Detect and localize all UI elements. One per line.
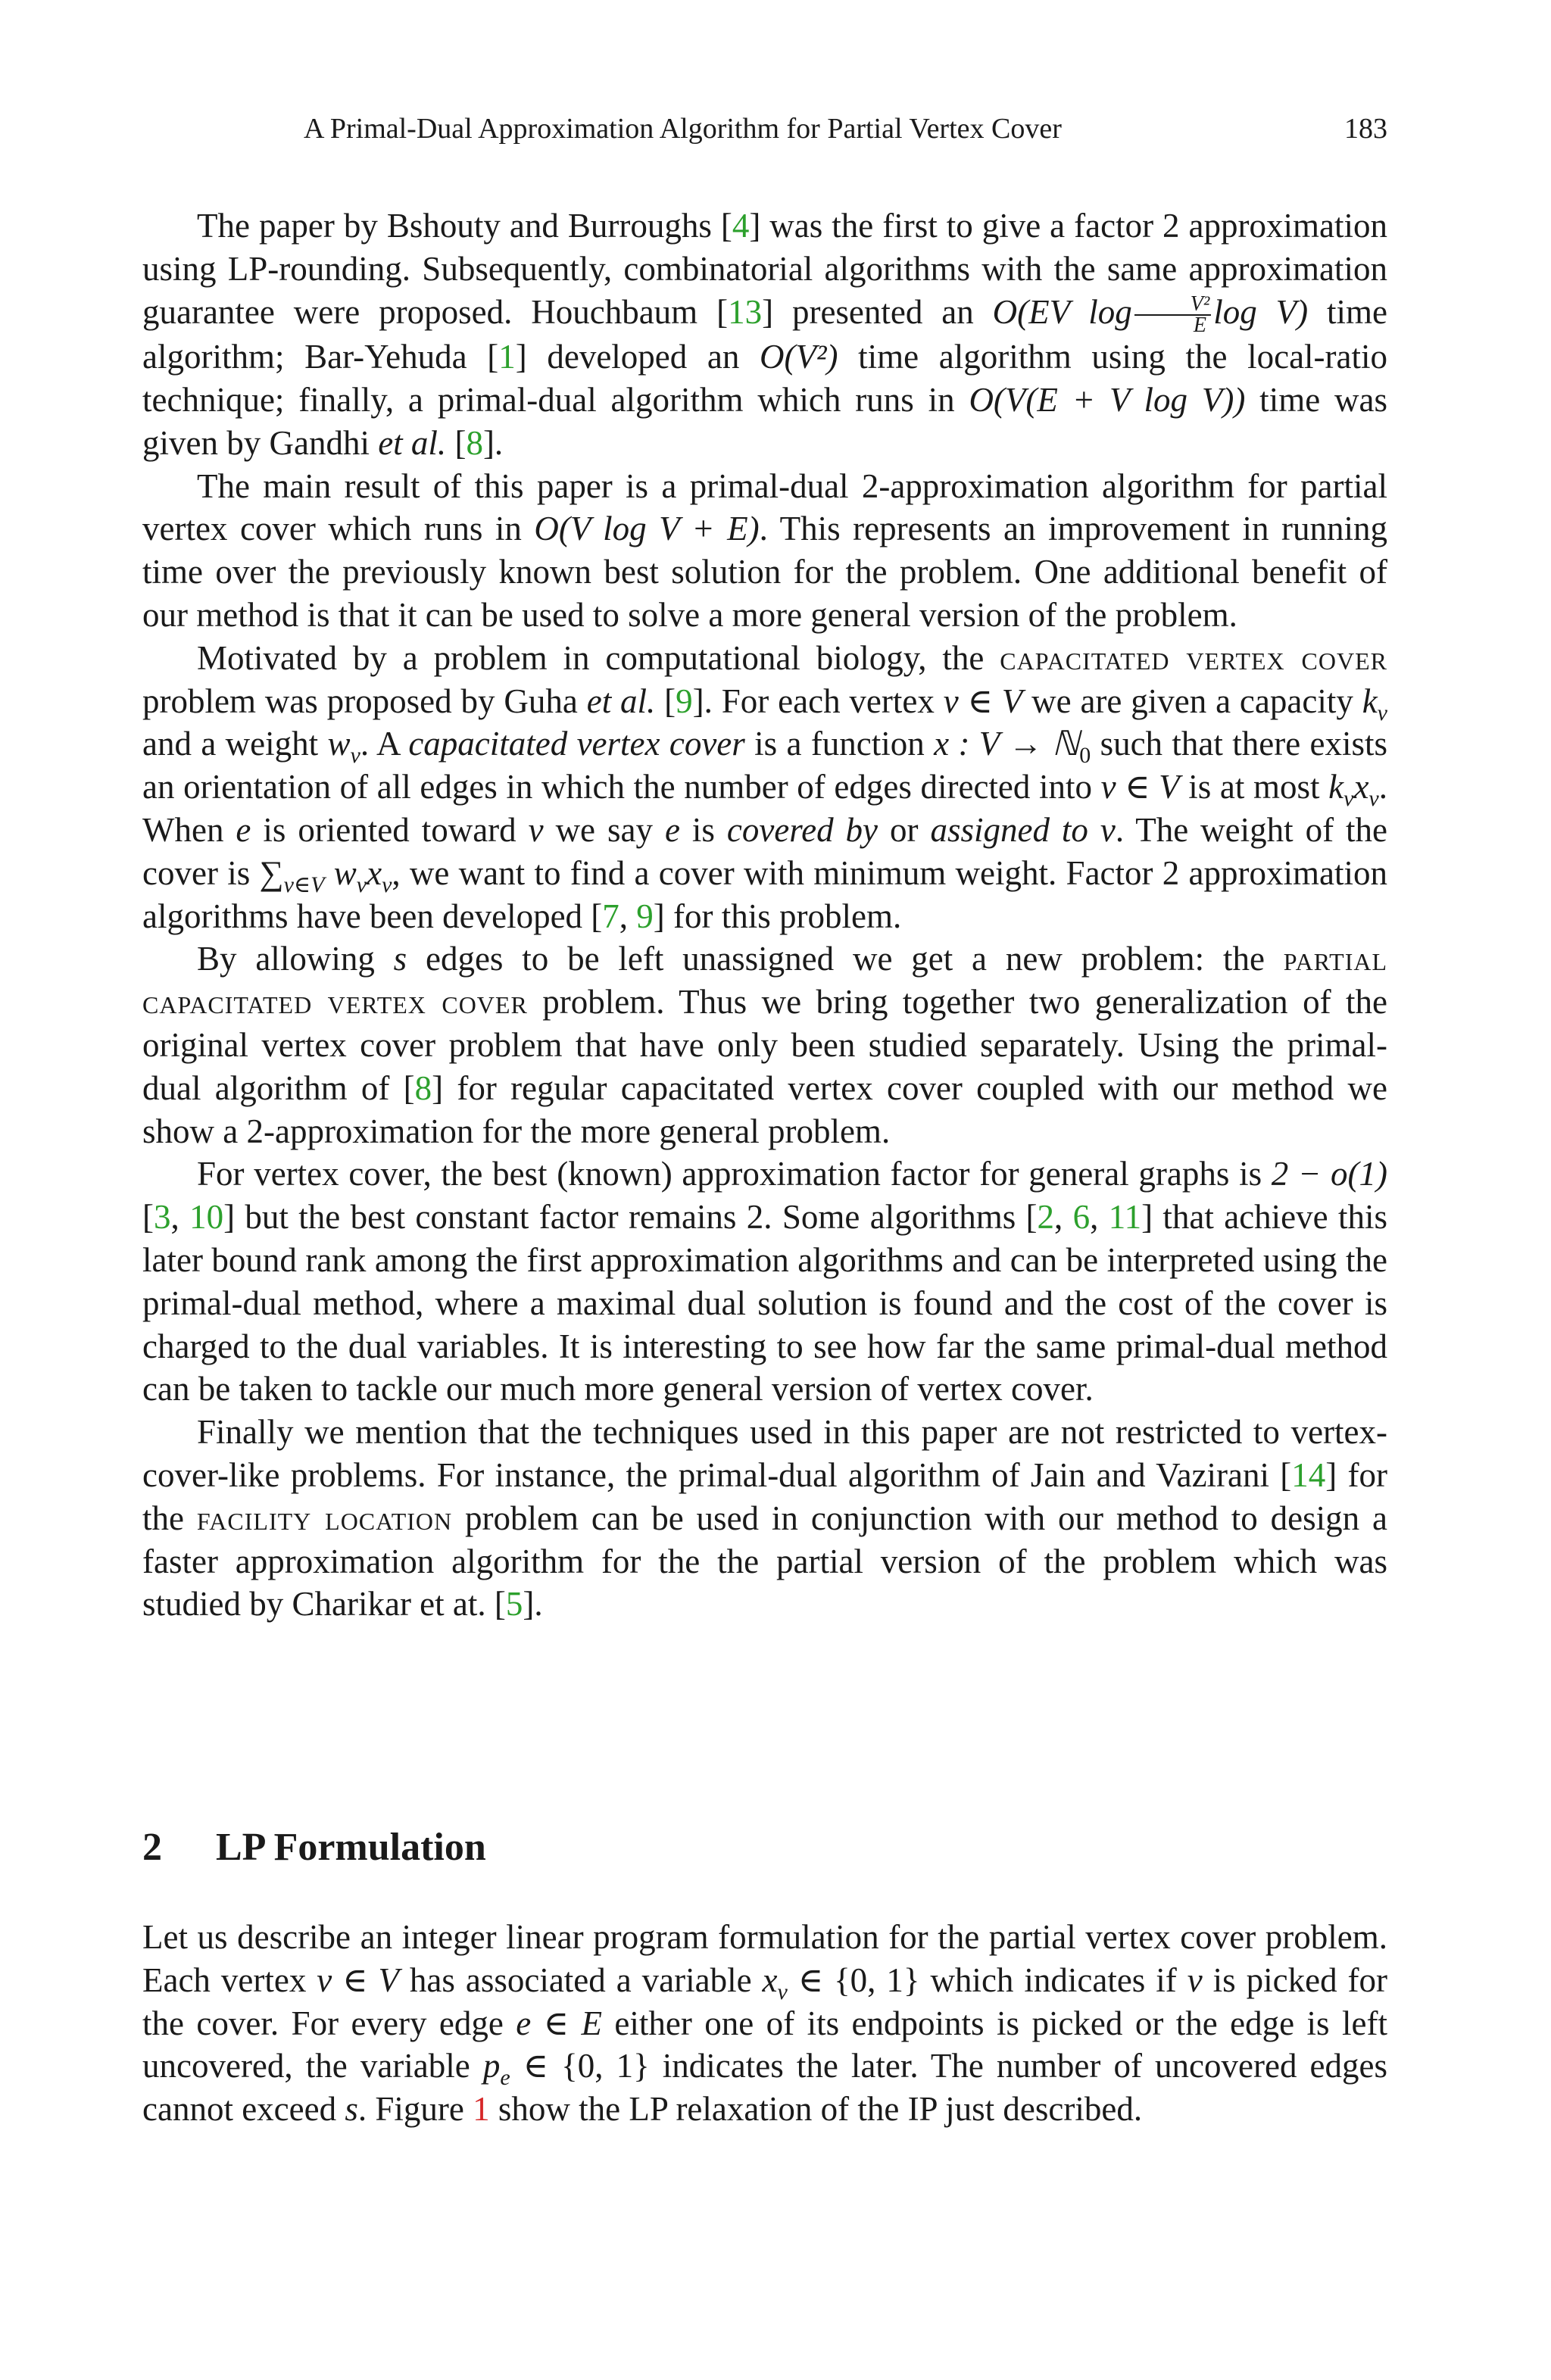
math-subscript: e — [500, 2065, 510, 2091]
text: time algorithm using the local-ratio technique; finally, a primal-dual algorithm which runs in — [142, 338, 1388, 420]
figure-link[interactable]: 1 — [473, 2090, 490, 2129]
section-title: LP Formulation — [216, 1826, 486, 1869]
text: Let us describe an integer linear program formulation for the partial vertex cover problem. Each vertex — [142, 1918, 1387, 1999]
et-al: et al. — [378, 423, 447, 462]
emphasis: covered by — [726, 811, 878, 850]
text: , — [170, 1198, 190, 1237]
text: problem can be used in conjunction with our method to design a faster approximation algorithm for the the partial version of the problem which was studied by Charikar et at. [ — [142, 1499, 1388, 1624]
paragraph-vertex-cover-factor — [142, 1153, 1387, 1411]
text: , — [1090, 1198, 1109, 1237]
citation-link[interactable]: 14 — [1291, 1455, 1326, 1494]
math-expression: x : V → ℕ — [934, 725, 1080, 763]
text — [1088, 811, 1100, 849]
text: , — [1054, 1198, 1073, 1237]
math-expression: e — [236, 811, 251, 850]
citation-link[interactable]: 9 — [676, 682, 693, 720]
text: . Figure — [357, 2090, 473, 2129]
math-sum: ∑ — [259, 853, 284, 892]
math-expression: v — [1100, 811, 1116, 850]
citation-link[interactable]: 3 — [154, 1198, 171, 1237]
text: time algorithm; Bar-Yehuda [ — [142, 292, 1388, 376]
text: show the LP relaxation of the IP just described. — [489, 2090, 1143, 2129]
text: , — [619, 897, 637, 935]
math-expression: s — [393, 940, 407, 978]
citation-link[interactable]: 8 — [466, 423, 483, 462]
text: ] for regular capacitated vertex cover coupled with our method we show a 2-approximation for the more general problem. — [142, 1068, 1387, 1150]
running-title: A Primal-Dual Approximation Algorithm for Partial Vertex Cover — [304, 113, 1062, 145]
math-expression: w — [324, 853, 357, 892]
math-fraction — [1134, 292, 1212, 338]
math-expression: w — [327, 725, 351, 763]
paragraph-lp-formulation — [142, 1916, 1387, 2131]
problem-name: partial capacitated vertex cover — [142, 940, 1387, 1022]
text: we are given a capacity — [1022, 682, 1362, 720]
text: is at most — [1179, 768, 1329, 806]
math-subscript: v — [382, 872, 392, 897]
text: By allowing — [197, 940, 394, 978]
citation-link[interactable]: 8 — [414, 1068, 432, 1107]
text: ]. For each vertex — [692, 682, 944, 720]
math-expression: O(EV log — [992, 292, 1132, 331]
text: ] presented an — [762, 292, 993, 331]
text: problem was proposed by Guha — [142, 682, 587, 720]
math-expression: x — [1353, 768, 1369, 806]
text: . The weight of the cover is — [142, 811, 1388, 892]
citation-link[interactable]: 7 — [602, 897, 619, 935]
section-body — [142, 1916, 1387, 2131]
math-subscript: v — [1368, 786, 1379, 812]
text: which indicates if — [919, 1960, 1187, 1999]
text: is — [679, 811, 727, 850]
text: [ — [446, 423, 467, 462]
body-text — [142, 204, 1387, 1626]
math-expression: v — [1187, 1960, 1203, 1999]
math-expression: O(V log V + E) — [534, 510, 760, 548]
text: is a function — [744, 725, 935, 763]
text: we say — [543, 811, 665, 850]
citation-link[interactable]: 10 — [189, 1198, 224, 1237]
fraction-denominator: E — [1193, 313, 1207, 338]
math-expression: O(V²) — [760, 338, 838, 376]
text: ] for the — [142, 1455, 1387, 1537]
emphasis: capacitated vertex cover — [408, 725, 745, 763]
math-expression: v ∈ V — [943, 682, 1023, 720]
text: has associated a variable — [398, 1960, 763, 1999]
math-expression: v ∈ V — [317, 1960, 399, 1999]
text: . A — [360, 725, 409, 763]
citation-link[interactable]: 1 — [498, 338, 516, 376]
citation-link[interactable]: 5 — [505, 1585, 523, 1624]
section-heading — [142, 1825, 1387, 1870]
citation-link[interactable]: 6 — [1072, 1198, 1091, 1237]
et-al: et al. — [586, 682, 656, 720]
math-subscript: v — [1377, 700, 1387, 725]
math-expression: log V) — [1213, 292, 1309, 331]
text: ] that achieve this later bound rank among the first approximation algorithms and can be interpreted using the primal-dual method, where a maximal dual solution is found and the cost of the cover is charged to the dual variables. It is interesting to see how far the same primal-dual method can be taken to tackle our much more general version of vertex cover. — [142, 1198, 1387, 1408]
text: such that there exists an orientation of all edges in which the number of edges directed into — [142, 725, 1388, 806]
math-subscript: 0 — [1079, 743, 1091, 769]
emphasis: assigned to — [930, 811, 1088, 850]
problem-name: capacitated vertex cover — [1000, 638, 1387, 677]
math-expression: v — [528, 811, 544, 850]
text: , we want to find a cover with minimum weight. Factor 2 approximation algorithms have been developed [ — [142, 853, 1388, 935]
paragraph-techniques — [142, 1411, 1387, 1626]
math-expression: x — [762, 1960, 778, 1999]
text: either one of its endpoints is picked or the edge is left uncovered, the variable — [142, 2004, 1387, 2085]
text: is picked for the cover. For every edge — [142, 1960, 1388, 2042]
section-number: 2 — [142, 1826, 162, 1869]
text: The paper by Bshouty and Burroughs [ — [197, 207, 732, 245]
text: is oriented toward — [251, 811, 529, 850]
citation-link[interactable]: 2 — [1037, 1198, 1055, 1237]
problem-name: facility location — [196, 1499, 453, 1537]
fraction-numerator: V² — [1134, 295, 1212, 316]
math-expression: s — [345, 2090, 358, 2129]
text: or — [878, 811, 931, 850]
text: . This represents an improvement in running time over the previously known best solution for the problem. One additional benefit of our method is that it can be used to solve a more general version of the problem. — [142, 510, 1387, 635]
text: ] was the first to give a factor 2 approximation using LP-rounding. Subsequently, combinatorial algorithms with the same approximation guarantee were proposed. Houchbaum [ — [142, 207, 1387, 331]
math-expression: ∈ {0, 1} — [787, 1960, 920, 1999]
math-expression: O(V(E + V log V)) — [969, 381, 1246, 420]
math-expression: e — [664, 811, 680, 850]
text: For vertex cover, the best (known) approximation factor for general graphs is — [197, 1155, 1272, 1193]
math-subscript: v — [350, 743, 360, 769]
running-header — [142, 112, 1387, 158]
citation-link[interactable]: 4 — [732, 207, 750, 245]
math-subscript: v — [356, 872, 367, 897]
paragraph-main-result — [142, 465, 1387, 637]
text: indicates the later. The number of uncovered edges cannot exceed — [142, 2047, 1388, 2129]
text: ]. — [523, 1585, 543, 1624]
math-expression: e ∈ E — [516, 2004, 602, 2042]
text: edges to be left unassigned we get a new problem: the — [407, 940, 1284, 978]
math-expression: k — [1328, 768, 1344, 806]
math-subscript: v — [777, 1979, 788, 2004]
math-expression: 2 − o(1) — [1271, 1155, 1387, 1193]
math-subscript: v∈V — [283, 872, 325, 897]
text: Motivated by a problem in computational biology, the — [197, 638, 1000, 677]
math-expression: p — [482, 2047, 501, 2085]
text: ]. — [482, 423, 504, 462]
text: and a weight — [142, 725, 328, 763]
text: The main result of this paper is a primal-dual 2-approximation algorithm for partial vertex cover which runs in — [142, 466, 1387, 548]
citation-link[interactable]: 13 — [728, 292, 763, 331]
citation-link[interactable]: 11 — [1108, 1198, 1142, 1237]
text: . When — [142, 768, 1387, 850]
text: time was given by Gandhi — [142, 381, 1388, 462]
paragraph-partial-capacitated — [142, 937, 1387, 1153]
text: ] but the best constant factor remains 2. Some algorithms [ — [223, 1198, 1038, 1237]
text: ] for this problem. — [653, 897, 902, 935]
math-expression: k — [1362, 682, 1378, 720]
page-number: 183 — [1344, 113, 1387, 145]
math-expression: x — [367, 853, 382, 892]
text: problem. Thus we bring together two generalization of the original vertex cover problem that have only been studied separately. Using the primal-dual algorithm of [ — [142, 983, 1387, 1107]
text: Finally we mention that the techniques used in this paper are not restricted to vertex-cover-like problems. For instance, the primal-dual algorithm of Jain and Vazirani [ — [142, 1413, 1387, 1494]
citation-link[interactable]: 9 — [636, 897, 654, 935]
text: [ — [655, 682, 676, 720]
math-expression: v ∈ V — [1100, 768, 1180, 806]
paragraph-capacitated — [142, 637, 1387, 938]
text: ] developed an — [515, 338, 760, 376]
math-expression: ∈ {0, 1} — [510, 2047, 650, 2085]
text: [ — [142, 1198, 154, 1237]
math-subscript: v — [1343, 786, 1354, 812]
paragraph-history — [142, 204, 1387, 465]
